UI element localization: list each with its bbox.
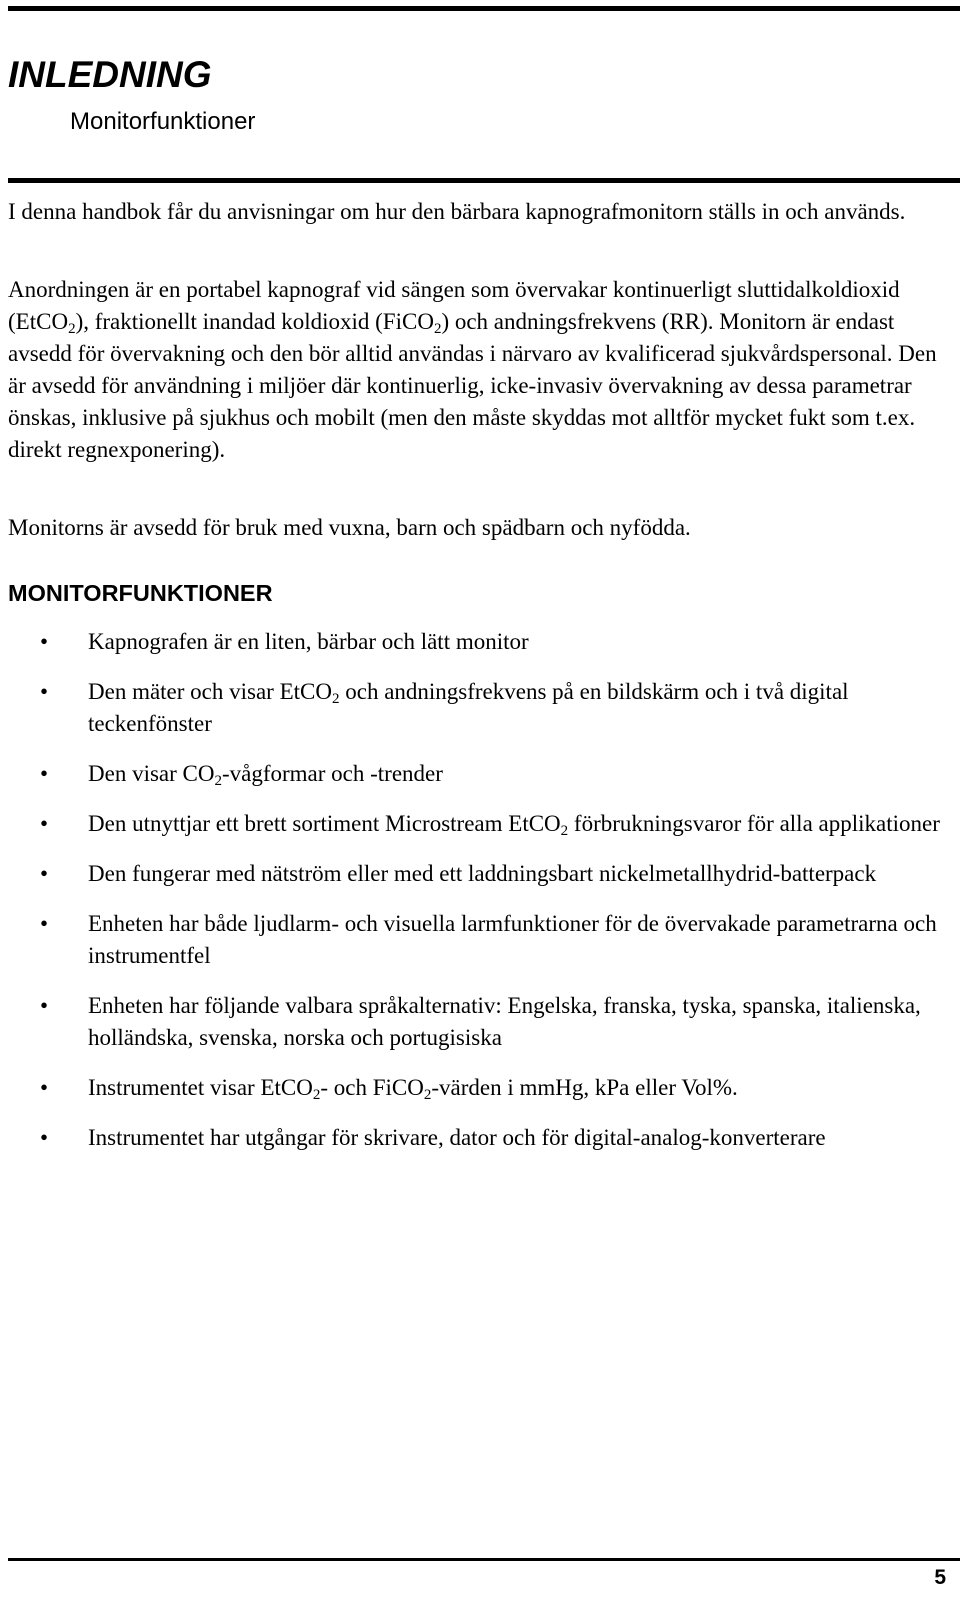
list-item <box>0 626 950 658</box>
list-item-text: Instrumentet har utgångar för skrivare, dator och för digital-analog-konverterare <box>88 1125 826 1150</box>
intro-paragraph: I denna handbok får du anvisningar om hur den bärbara kapnografmonitorn ställs in och används. <box>8 199 906 224</box>
subscript: 2 <box>423 1087 432 1103</box>
list-item-text: Enheten har följande valbara språkalternativ: Engelska, franska, tyska, spanska, italienska, holländska, svenska, norska och portugisiska <box>88 993 921 1050</box>
list-item-text: -vågformar och -trender <box>221 761 443 786</box>
page-number: 5 <box>934 1566 946 1589</box>
subscript: 2 <box>68 321 76 337</box>
list-item <box>0 858 950 890</box>
list-item <box>0 676 950 740</box>
description-text: ) och andningsfrekvens (RR). Monitorn är endast avsedd för övervakning och den bör alltid användas i närvaro av kvalificerad sjukvårdspersonal. Den är avsedd för användning i miljöer där kontinuerlig, icke-invasiv övervakning av dessa parametrar önskas, inklusive på sjukhus och mobilt (men den måste skyddas mot alltför mycket fukt som t.ex. direkt regnexponering). <box>8 309 937 462</box>
list-item-text: -värden i mmHg, kPa eller Vol%. <box>431 1075 738 1100</box>
list-item-text: Den utnyttjar ett brett sortiment Microstream EtCO <box>88 811 561 836</box>
subscript: 2 <box>560 823 569 839</box>
top-rule <box>8 6 960 11</box>
chapter-subtitle: Monitorfunktioner <box>70 108 256 135</box>
bullet-icon: • <box>40 811 49 836</box>
list-item <box>0 758 950 790</box>
bullet-icon: • <box>40 861 49 886</box>
list-item-text: och andningsfrekvens på en bildskärm och i två digital teckenfönster <box>88 679 849 736</box>
list-item <box>0 908 950 972</box>
list-item-text: Instrumentet visar EtCO <box>88 1075 313 1100</box>
subscript: 2 <box>312 1087 321 1103</box>
bullet-icon: • <box>40 761 49 786</box>
list-item <box>0 990 950 1054</box>
patients-paragraph: Monitorns är avsedd för bruk med vuxna, barn och spädbarn och nyfödda. <box>8 515 691 540</box>
feature-list <box>0 626 960 1172</box>
description-paragraph <box>8 274 948 466</box>
subscript: 2 <box>214 773 222 789</box>
chapter-title: INLEDNING <box>8 54 212 95</box>
bullet-icon: • <box>40 993 49 1018</box>
list-item-text: Den mäter och visar EtCO <box>88 679 332 704</box>
bullet-icon: • <box>40 911 49 936</box>
subscript: 2 <box>331 691 340 707</box>
list-item-text: Den visar CO <box>88 761 215 786</box>
list-item-text: Kapnografen är en liten, bärbar och lätt monitor <box>88 629 529 654</box>
bullet-icon: • <box>40 1075 49 1100</box>
bullet-icon: • <box>40 1125 49 1150</box>
list-item-text: - och FiCO <box>320 1075 424 1100</box>
description-text: Anordningen är en portabel kapnograf vid sängen som övervakar kontinuerligt sluttidalkoldioxid (EtCO <box>8 277 900 334</box>
list-item <box>0 1072 950 1104</box>
bullet-icon: • <box>40 629 49 654</box>
bullet-icon: • <box>40 679 49 704</box>
list-item-text: Enheten har både ljudlarm- och visuella larmfunktioner för de övervakade parametrarna och instrumentfel <box>88 911 937 968</box>
subscript: 2 <box>433 321 442 337</box>
list-item-text: förbrukningsvaror för alla applikationer <box>568 811 940 836</box>
list-item <box>0 1122 950 1154</box>
list-item <box>0 808 950 840</box>
section-rule <box>8 178 960 183</box>
list-item-text: Den fungerar med nätström eller med ett laddningsbart nickelmetallhydrid-batterpack <box>88 861 877 886</box>
section-heading: MONITORFUNKTIONER <box>8 580 273 606</box>
description-text: ), fraktionellt inandad koldioxid (FiCO <box>75 309 434 334</box>
footer-rule <box>8 1558 960 1561</box>
